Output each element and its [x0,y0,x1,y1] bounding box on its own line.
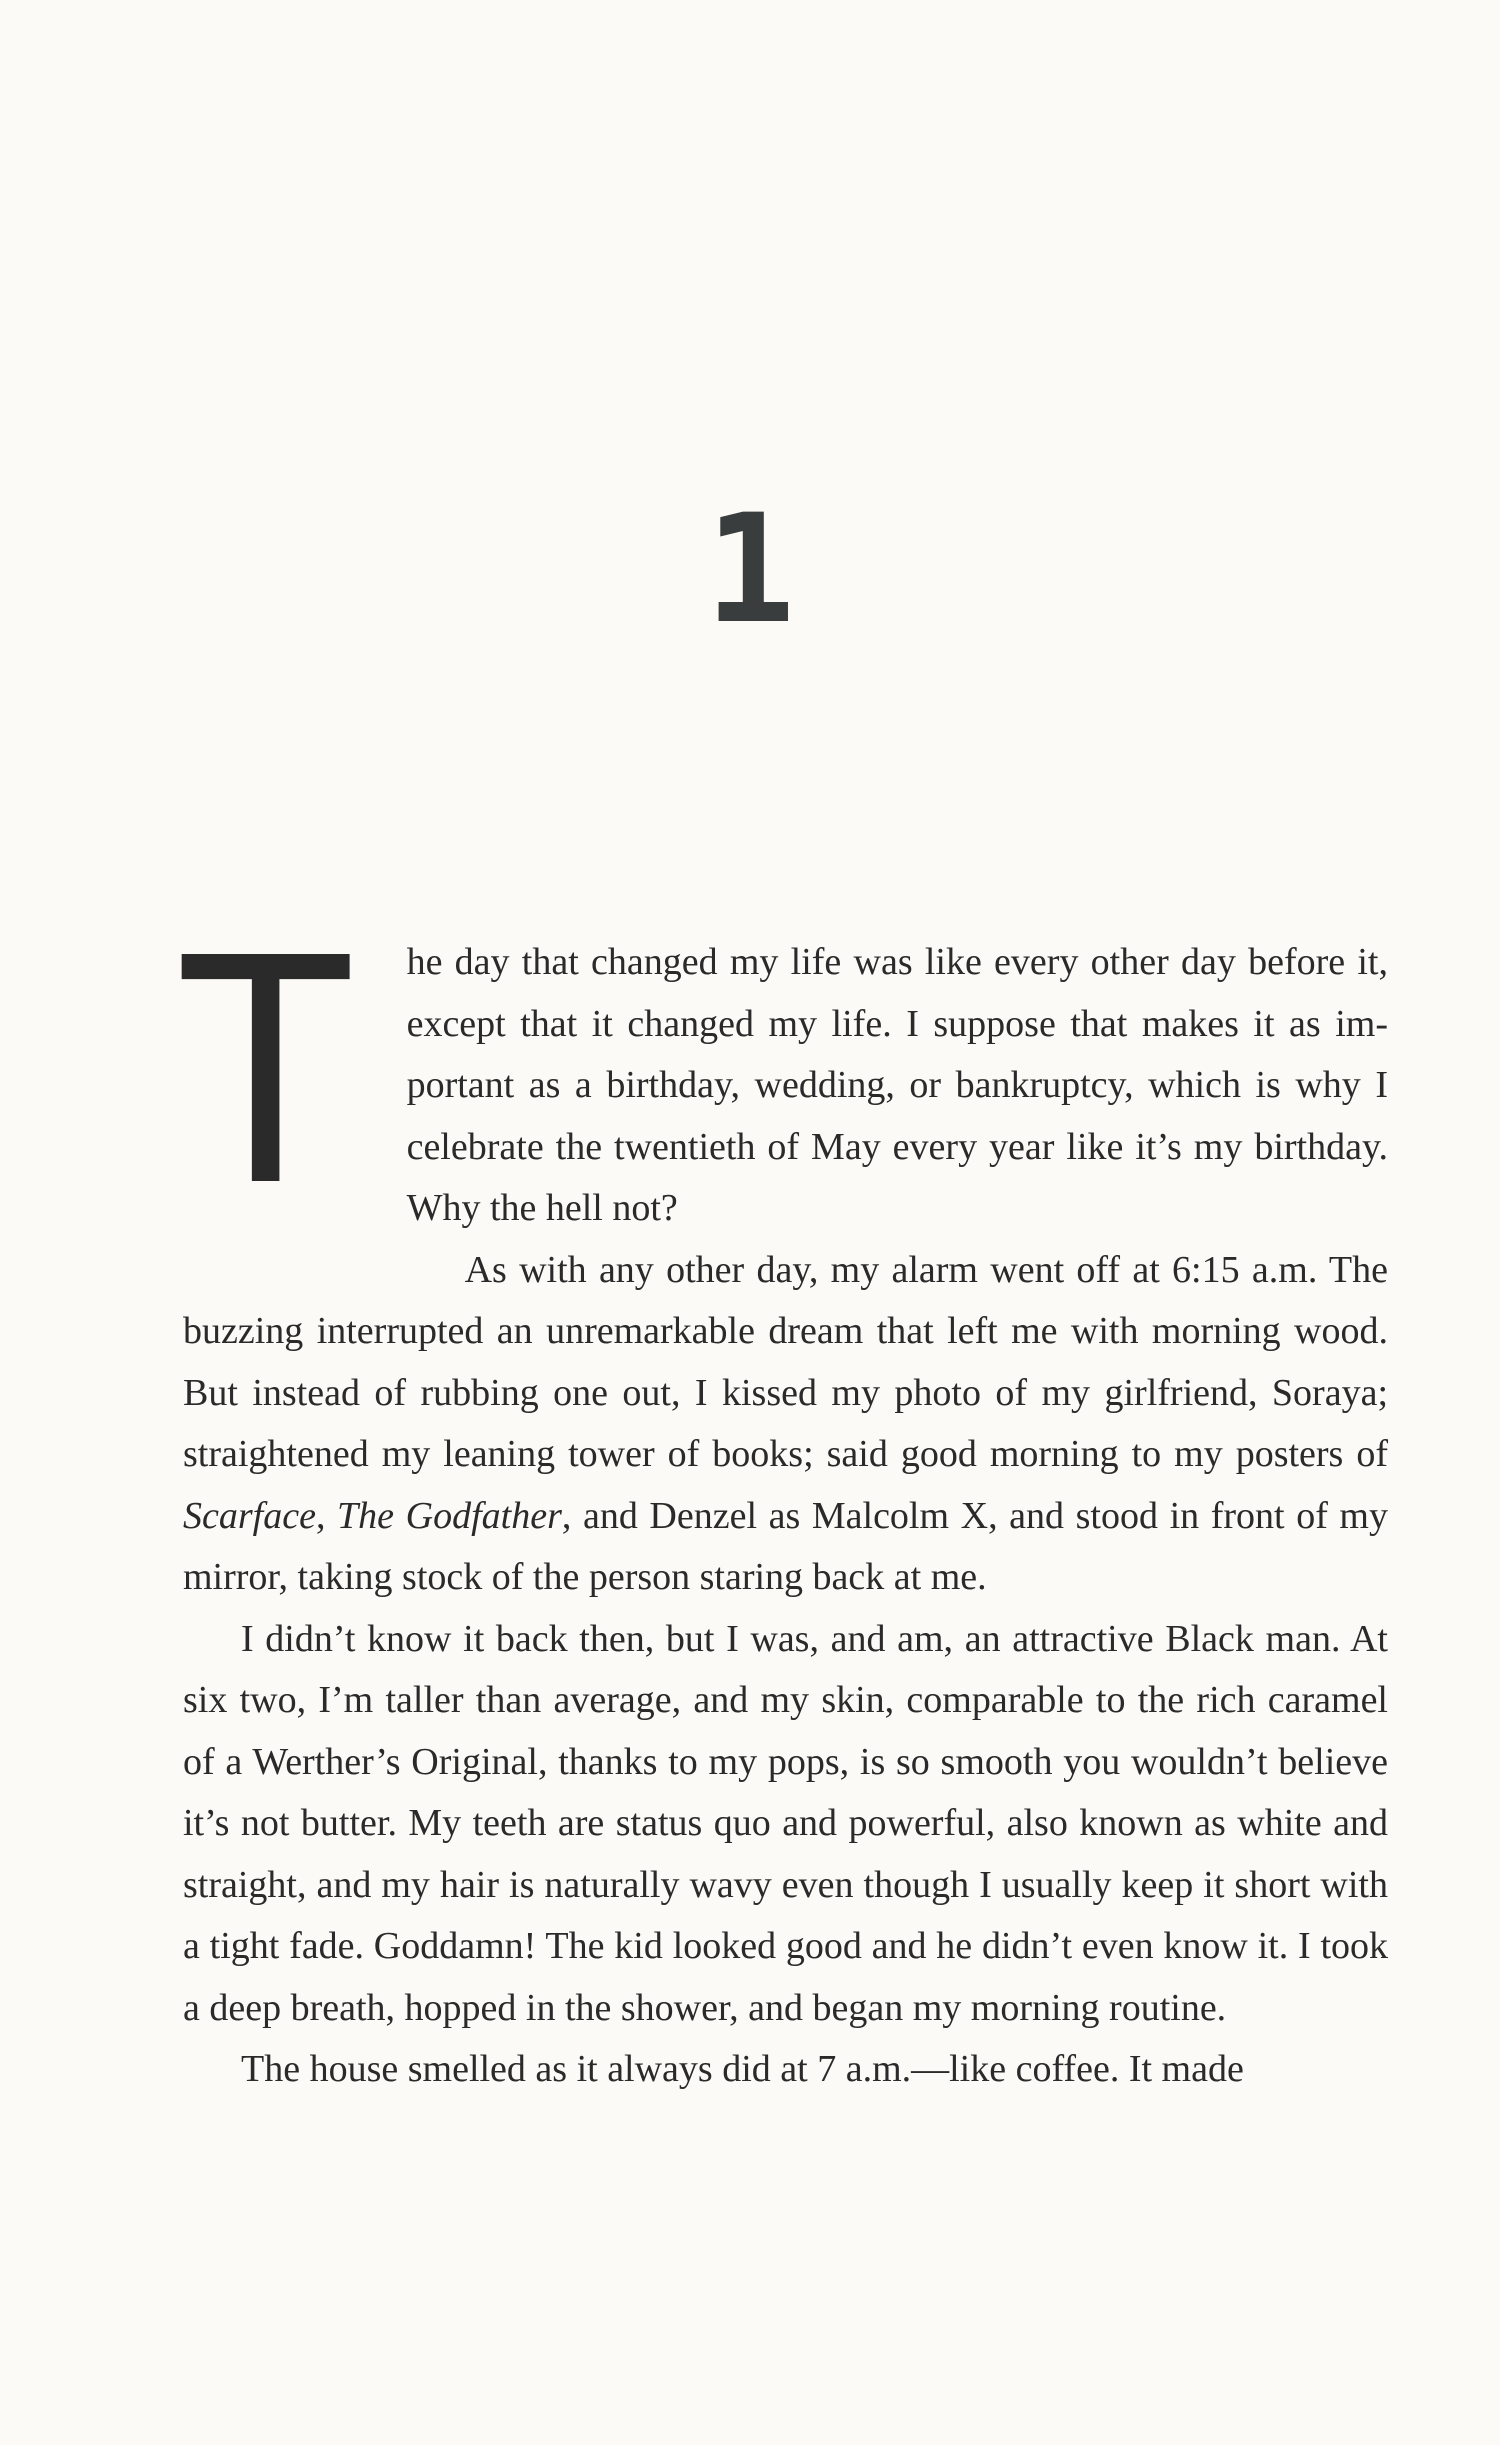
paragraph-3 [183,1609,1388,2040]
paragraph-2-text-after: , and Denzel as Malcolm X, and stood in front of my mirror, taking stock of the person staring back at me. [183,1494,1388,1598]
paragraph-2-text-mid: , [315,1494,338,1537]
paragraph-2-text-before: As with any other day, my alarm went off at 6:15 a.m. The buzzing interrupted an unremarkable dream that left me with morning wood. But instead of rubbing one out, I kissed my photo of my girlfriend, Soraya; straightened my leaning tower of books; said good morning to my posters of [183,1248,1388,1475]
paragraph-2 [183,1240,1388,1609]
paragraph-1-text: he day that changed my life was like every other day before it, except that it changed my life. I suppose that makes it as important as a birthday, wedding, or bankruptcy, which is why I celebrate the twentieth of May every year like it’s my birthday. Why the hell not? [406,941,1388,1229]
paragraph-1 [175,882,1388,1251]
paragraph-4 [183,2039,1388,2101]
paragraph-4-text: The house smelled as it always did at 7 a.m.—like coffee. It made [241,2048,1244,2090]
title-the-godfather: The Godfather [337,1494,562,1537]
title-scarface: Scarface [183,1494,316,1537]
drop-cap: T [175,882,357,1251]
chapter-body [175,882,1388,2101]
chapter-number: 1 [704,483,796,657]
paragraph-3-text: I didn’t know it back then, but I was, and am, an attractive Black man. At six two, I’m taller than average, and my skin, comparable to the rich caramel of a Werther’s Original, thanks to my pops, is so smooth you wouldn’t believe it’s not butter. My teeth are status quo and powerful, also known as white and straight, and my hair is naturally wavy even though I usually keep it short with a tight fade. Goddamn! The kid looked good and he didn’t even know it. I took a deep breath, hopped in the shower, and began my morning routine. [183,1617,1388,2029]
